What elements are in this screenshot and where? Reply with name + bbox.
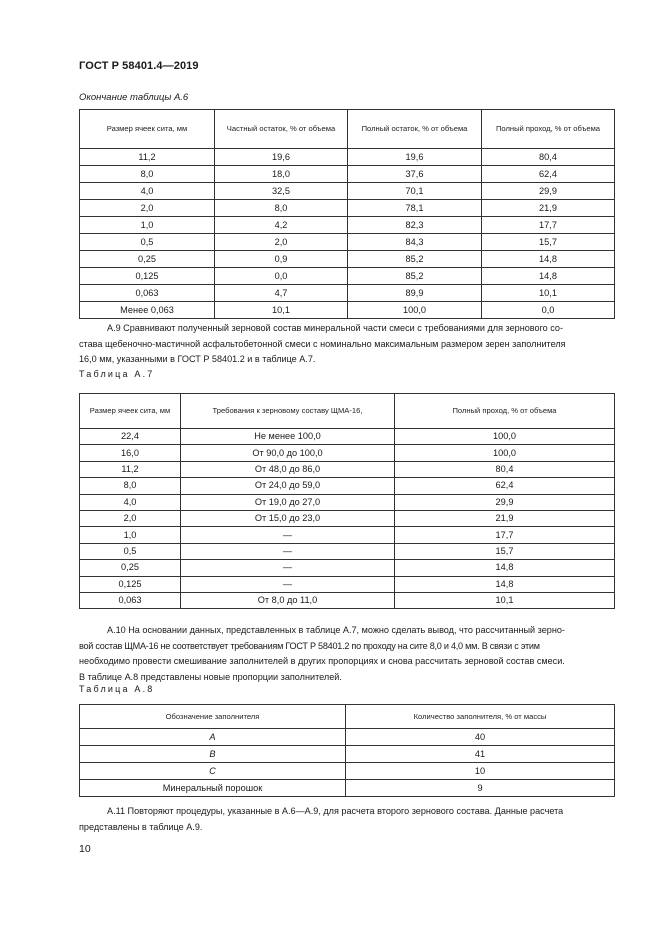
table-a7 — [79, 393, 615, 609]
table-cell: 0,063 — [80, 285, 215, 302]
table-cell: 21,9 — [482, 200, 615, 217]
table-cell: 11,2 — [80, 461, 181, 477]
table-cell: 4,2 — [215, 217, 348, 234]
table-row — [80, 302, 615, 319]
table-cell: 62,4 — [395, 478, 615, 494]
table-row — [80, 560, 615, 576]
table-row — [80, 527, 615, 543]
table-cell: 84,3 — [348, 234, 482, 251]
table-a8-header: Обозначение заполнителя — [80, 705, 346, 729]
paragraph-line: става щебеночно-мастичной асфальтобетонной смеси с номинально максимальным размером зерен заполнителя — [79, 338, 566, 349]
paragraph-a11 — [79, 804, 614, 835]
table-row — [80, 478, 615, 494]
table-row — [80, 166, 615, 183]
table-cell: 4,0 — [80, 183, 215, 200]
table-cell: 32,5 — [215, 183, 348, 200]
table-cell: 22,4 — [80, 429, 181, 445]
table-cell: 0,25 — [80, 251, 215, 268]
table-row — [80, 445, 615, 461]
table-cell: 9 — [346, 780, 615, 797]
table-cell: От 24,0 до 59,0 — [181, 478, 395, 494]
table-cell: 80,4 — [395, 461, 615, 477]
table-cell: 41 — [346, 746, 615, 763]
paragraph-a10 — [79, 623, 614, 685]
table-cell: 1,0 — [80, 527, 181, 543]
table-a7-header: Требования к зерновому составу ЩМА-16, — [181, 394, 395, 429]
table-cell: 8,0 — [215, 200, 348, 217]
table-row — [80, 729, 615, 746]
paragraph-line: А.10 На основании данных, представленных в таблице А.7, можно сделать вывод, что рассчитанный зерно- — [107, 625, 565, 635]
table-cell: 62,4 — [482, 166, 615, 183]
paragraph-line: В таблице А.8 представлены новые пропорции заполнителей. — [79, 671, 342, 682]
table-cell: 85,2 — [348, 268, 482, 285]
table-row — [80, 149, 615, 166]
table-cell: Не менее 100,0 — [181, 429, 395, 445]
table-cell: 78,1 — [348, 200, 482, 217]
table-row — [80, 183, 615, 200]
table-row — [80, 510, 615, 526]
table-cell: 18,0 — [215, 166, 348, 183]
table-cell: 37,6 — [348, 166, 482, 183]
table-cell: C — [80, 763, 346, 780]
table-cell: 15,7 — [482, 234, 615, 251]
table-row — [80, 217, 615, 234]
table-row — [80, 200, 615, 217]
page-number: 10 — [79, 843, 91, 855]
table-cell: 10,1 — [482, 285, 615, 302]
table-row — [80, 494, 615, 510]
table-a7-caption: Таблица А.7 — [79, 369, 155, 379]
table-a6-header: Полный остаток, % от объема — [348, 110, 482, 149]
table-row — [80, 746, 615, 763]
table-cell: 8,0 — [80, 166, 215, 183]
table-cell: 70,1 — [348, 183, 482, 200]
table-cell: 0,5 — [80, 234, 215, 251]
table-cell: 15,7 — [395, 543, 615, 559]
table-row — [80, 592, 615, 608]
table-a6-header: Частный остаток, % от объема — [215, 110, 348, 149]
paragraph-line: А.9 Сравнивают полученный зерновой состав минеральной части смеси с требованиями для зернового со- — [107, 323, 564, 333]
table-cell: 10,1 — [215, 302, 348, 319]
table-a8 — [79, 704, 615, 797]
table-cell: — — [181, 527, 395, 543]
table-cell: 0,9 — [215, 251, 348, 268]
table-cell: 21,9 — [395, 510, 615, 526]
table-cell: 85,2 — [348, 251, 482, 268]
table-cell: 100,0 — [348, 302, 482, 319]
table-cell: 10 — [346, 763, 615, 780]
table-cell: 0,5 — [80, 543, 181, 559]
table-cell: 2,0 — [80, 510, 181, 526]
table-cell: 17,7 — [482, 217, 615, 234]
table-a6 — [79, 109, 615, 319]
table-cell: — — [181, 560, 395, 576]
paragraph-line: А.11 Повторяют процедуры, указанные в А.6—А.9, для расчета второго зернового состава. Данные расчета — [107, 806, 564, 816]
table-row — [80, 268, 615, 285]
table-a6-header: Размер ячеек сита, мм — [80, 110, 215, 149]
table-a8-header: Количество заполнителя, % от массы — [346, 705, 615, 729]
table-cell: 8,0 — [80, 478, 181, 494]
table-cell: 0,125 — [80, 576, 181, 592]
table-cell: 0,125 — [80, 268, 215, 285]
table-cell: 0,25 — [80, 560, 181, 576]
table-cell: 1,0 — [80, 217, 215, 234]
table-cell: 29,9 — [395, 494, 615, 510]
table-cell: Минеральный порошок — [80, 780, 346, 797]
table-cell: 4,7 — [215, 285, 348, 302]
document-header: ГОСТ Р 58401.4—2019 — [79, 60, 199, 72]
table-a7-header: Полный проход, % от объема — [395, 394, 615, 429]
table-cell: 40 — [346, 729, 615, 746]
table-cell: 14,8 — [482, 251, 615, 268]
table-cell: B — [80, 746, 346, 763]
table-row — [80, 461, 615, 477]
paragraph-line: представлены в таблице А.9. — [79, 821, 203, 832]
table-row — [80, 576, 615, 592]
table-row — [80, 763, 615, 780]
table-cell: 29,9 — [482, 183, 615, 200]
table-row — [80, 285, 615, 302]
table-row — [80, 780, 615, 797]
paragraph-line: вой состав ЩМА-16 не соответствует требованиям ГОСТ Р 58401.2 по проходу на сите 8,0 и 4,0 мм. В связи с этим — [79, 640, 540, 651]
table-cell: 17,7 — [395, 527, 615, 543]
table-cell: От 8,0 до 11,0 — [181, 592, 395, 608]
table-cell: — — [181, 543, 395, 559]
table-cell: От 19,0 до 27,0 — [181, 494, 395, 510]
table-cell: A — [80, 729, 346, 746]
table-cell: 10,1 — [395, 592, 615, 608]
table-a8-caption: Таблица А.8 — [79, 684, 155, 694]
table-cell: 4,0 — [80, 494, 181, 510]
table-a6-caption: Окончание таблицы А.6 — [79, 92, 189, 103]
table-row — [80, 234, 615, 251]
table-cell: 0,0 — [482, 302, 615, 319]
table-cell: От 48,0 до 86,0 — [181, 461, 395, 477]
table-row — [80, 543, 615, 559]
table-cell: 19,6 — [348, 149, 482, 166]
table-row — [80, 251, 615, 268]
paragraph-a9 — [79, 321, 614, 368]
table-cell: 2,0 — [80, 200, 215, 217]
table-cell: Менее 0,063 — [80, 302, 215, 319]
table-row — [80, 429, 615, 445]
table-cell: 100,0 — [395, 445, 615, 461]
table-cell: 14,8 — [395, 560, 615, 576]
table-a7-header: Размер ячеек сита, мм — [80, 394, 181, 429]
paragraph-line: необходимо провести смешивание заполнителей в других пропорциях и снова рассчитать зерновой состав смеси. — [79, 656, 565, 667]
table-cell: 80,4 — [482, 149, 615, 166]
table-cell: 16,0 — [80, 445, 181, 461]
table-cell: От 15,0 до 23,0 — [181, 510, 395, 526]
table-cell: 2,0 — [215, 234, 348, 251]
table-cell: 11,2 — [80, 149, 215, 166]
table-a6-header: Полный проход, % от объема — [482, 110, 615, 149]
table-cell: 19,6 — [215, 149, 348, 166]
table-cell: 0,063 — [80, 592, 181, 608]
table-cell: 82,3 — [348, 217, 482, 234]
table-cell: 14,8 — [482, 268, 615, 285]
table-cell: 0,0 — [215, 268, 348, 285]
table-cell: — — [181, 576, 395, 592]
paragraph-line: 16,0 мм, указанными в ГОСТ Р 58401.2 и в таблице А.7. — [79, 354, 316, 365]
table-cell: От 90,0 до 100,0 — [181, 445, 395, 461]
table-cell: 14,8 — [395, 576, 615, 592]
table-cell: 89,9 — [348, 285, 482, 302]
table-cell: 100,0 — [395, 429, 615, 445]
